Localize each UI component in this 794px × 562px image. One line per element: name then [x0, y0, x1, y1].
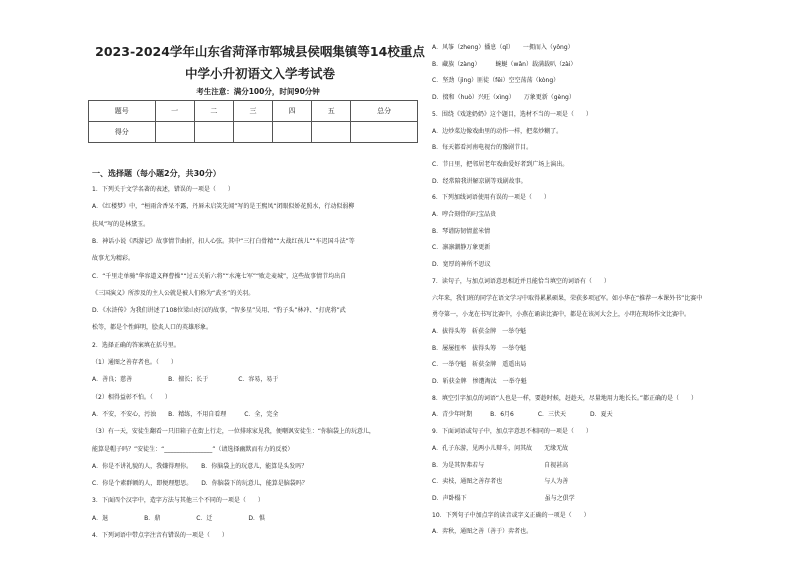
exam-title-line2: 中学小升初语文入学考试卷	[184, 66, 335, 81]
right-question-line: B．藏族（zàng） 蜿蜒（wǎn）载满载叭（zài）	[432, 60, 577, 68]
left-question-line: 1．下列关于文学名著的表述，错误的一项是（ ）	[92, 186, 234, 193]
left-question-line: 2．选择正确的答案填在括号里。	[92, 341, 180, 349]
right-question-line: A．拔得头筹 斩获金牌 一举夺魁	[432, 327, 527, 335]
left-question-line: A．不安，不安心，污浊 B．精练，不用自看理 C．全，完全	[92, 410, 279, 418]
right-question-line: B．为是其智弗若与 自视甚高	[432, 461, 569, 469]
left-question-line: 《三国演义》所涉及的主人公就是被人们称为“武圣”的关羽。	[92, 289, 255, 297]
right-question-line: C．卖枝，通图之善存者也 与人为善	[432, 478, 569, 486]
score-header-row	[89, 101, 418, 122]
score-header-cell: 五	[312, 101, 351, 122]
left-question-line: （2）相得益彰不怕。（ ）	[92, 393, 171, 401]
right-question-line: 勇夺第一，小龙在书写比赛中，小燕在诵读比赛中，都是在该河大会上，小明在现场作文比赛中。	[432, 311, 691, 319]
score-header-cell: 四	[273, 101, 312, 122]
score-header-cell: 总分	[351, 101, 418, 122]
right-question-line: B．琴谱防韧情蓝米情	[432, 227, 491, 235]
right-question-line: A．风筝（zheng）播息（qǐ） 一拥而入（yǒng）	[432, 44, 574, 51]
score-value-row	[89, 122, 418, 143]
left-question-line: （1）通图之善存者也。（ ）	[92, 359, 177, 366]
right-question-line: 六年来，我们班的同学在语文学习中取得累累硕果，荣获多项冠军。如小华在“推荐一本课外书”比赛中	[432, 294, 703, 302]
right-question-line: A．青少年时期 B．6月6 C．三伏天 D．夏天	[432, 411, 613, 419]
right-question-line: B．每天都看河南电视台的豫剧节目。	[432, 144, 533, 152]
left-question-line: 故事尤为精彩。	[92, 255, 135, 263]
right-question-line: D．声卧榻下 虽与之俱学	[432, 494, 575, 502]
left-question-line: D．《水浒传》为我们讲述了108位梁山好汉的故事，“智多星”吴用、“豹子头”林冲、“打虎将”武	[92, 307, 346, 315]
score-cell	[194, 122, 233, 143]
right-question-line: C．节日里，把邻居老年戏曲爱好者到广场上演出。	[432, 160, 569, 168]
right-question-line: D．经常陪我讲解京剧等戏剧故事。	[432, 177, 527, 185]
left-question-line: A．你是不讲礼貌的人，我嫌得理你。 B．你脑袋上的玩意儿，能算是头发吗？	[92, 462, 308, 470]
left-question-line: 松等，都是个性鲜明，脍炙人口的英雄形象。	[92, 324, 213, 332]
left-question-line: C．你是个素群额的人，即便理想思。 D．你脑袋下的玩意儿，能算是脑袋吗？	[92, 480, 308, 488]
score-row-label: 得分	[89, 122, 156, 143]
right-question-line: 8．填空引字加点的词语“人也是一样，要趁时候，赶趁天，尽量地用力地长长。”都正确的是（ ）	[432, 394, 698, 402]
left-question-line: 扶风”写的是林黛玉。	[92, 220, 150, 228]
section-title: 一、选择题（每小题2分，共30分）	[92, 169, 221, 178]
left-question-line: C．“千里走单骑”华容道义释曹操”“过五关斩六将”“水淹七军”“败走麦城”，这些故事情节均出自	[92, 272, 347, 280]
score-header-cell: 二	[194, 101, 233, 122]
score-cell	[351, 122, 418, 143]
left-question-line: 3．下面四个汉字中，造字方法与其他三个不同的一项是（ ）	[92, 497, 264, 505]
right-question-line: C．坚劲（jìng）匪徒（fěi）空空荡荡（kòng）	[432, 77, 560, 85]
score-table	[88, 100, 418, 143]
right-question-line: A．哼合刻骨的叼宝品贵	[432, 211, 497, 218]
score-header-cell: 题号	[89, 101, 156, 122]
left-question-line: A．善良；慈善 B．擅长；长于 C．容易，易于	[92, 376, 279, 384]
score-cell	[312, 122, 351, 143]
right-question-line: 6．下列加线词语使用有误的一项是（ ）	[432, 194, 550, 202]
right-question-line: 9．下面词语或句子中，加点字意思不相同的一项是（ ）	[432, 428, 592, 436]
right-question-line: D．宽厚的神所不思议	[432, 261, 491, 269]
score-header-cell: 三	[233, 101, 272, 122]
score-cell	[233, 122, 272, 143]
right-question-line: C．一举夺魁 斩获金牌 遥遥出局	[432, 361, 527, 369]
right-question-line: D．斩获金牌 惨遭淘汰 一举夺魁	[432, 378, 527, 385]
right-question-line: B．屡屡扭率 拔得头筹 一举夺魁	[432, 344, 527, 352]
exam-title-line1: 2023-2024学年山东省菏泽市郓城县侯咽集镇等14校重点	[95, 44, 425, 59]
right-question-line: C．凛凛潮静万象更新	[432, 244, 491, 252]
right-question-line: A．边炒菜边像戏曲里的动作一样，把菜炒糊了。	[432, 127, 563, 135]
exam-note: 考生注意：满分100分，时间90分钟	[196, 87, 320, 96]
left-question-line: A．退 B．鼎 C．迁 D．惧	[92, 514, 266, 522]
right-question-line: A．弈秋，通图之善（善于）弈者也。	[432, 528, 533, 536]
left-question-line: 4．下列词语中带点字注音有错误的一项是（ ）	[92, 532, 228, 539]
right-question-line: 7．读句子，与加点词语意思相近并且能恰当填空的词语有（ ）	[432, 277, 610, 285]
score-header-cell: 一	[155, 101, 194, 122]
right-question-line: 10．下列句子中加点字的读音或字义正确的一项是（ ）	[432, 511, 590, 519]
left-question-line: （3）有一天，安徒生翻看一只旧箱子在街上行走，一位排球家见我，便嘲讽安徒生：“你脑袋上的玩意儿，	[92, 428, 375, 436]
right-question-line: D．掇和（huò）兴旺（xìng） 万象更新（gèng）	[432, 94, 575, 102]
right-question-line: A．孔子东游，见两小儿辩斗，问其故 无缘无故	[432, 444, 569, 452]
left-question-line: 能算是帽子吗？”安徒生：“________________”（请选择幽默而有力的反驳）	[92, 445, 294, 453]
score-cell	[273, 122, 312, 143]
score-cell	[155, 122, 194, 143]
right-question-line: 5．围绕《戏迷奶奶》这个题目，选材不当的一项是（ ）	[432, 110, 592, 118]
left-question-line: B．神话小说《西游记》故事情节曲折，扣人心弦。其中“三打白骨精”“大战红孩儿”“车迟国斗法”等	[92, 237, 355, 245]
left-question-line: A．《红楼梦》中，“桓雨含香呆不露，丹唇未启笑先闻”写的是王熙凤“闭眼似娇花照水，行动似弱柳	[92, 203, 355, 211]
